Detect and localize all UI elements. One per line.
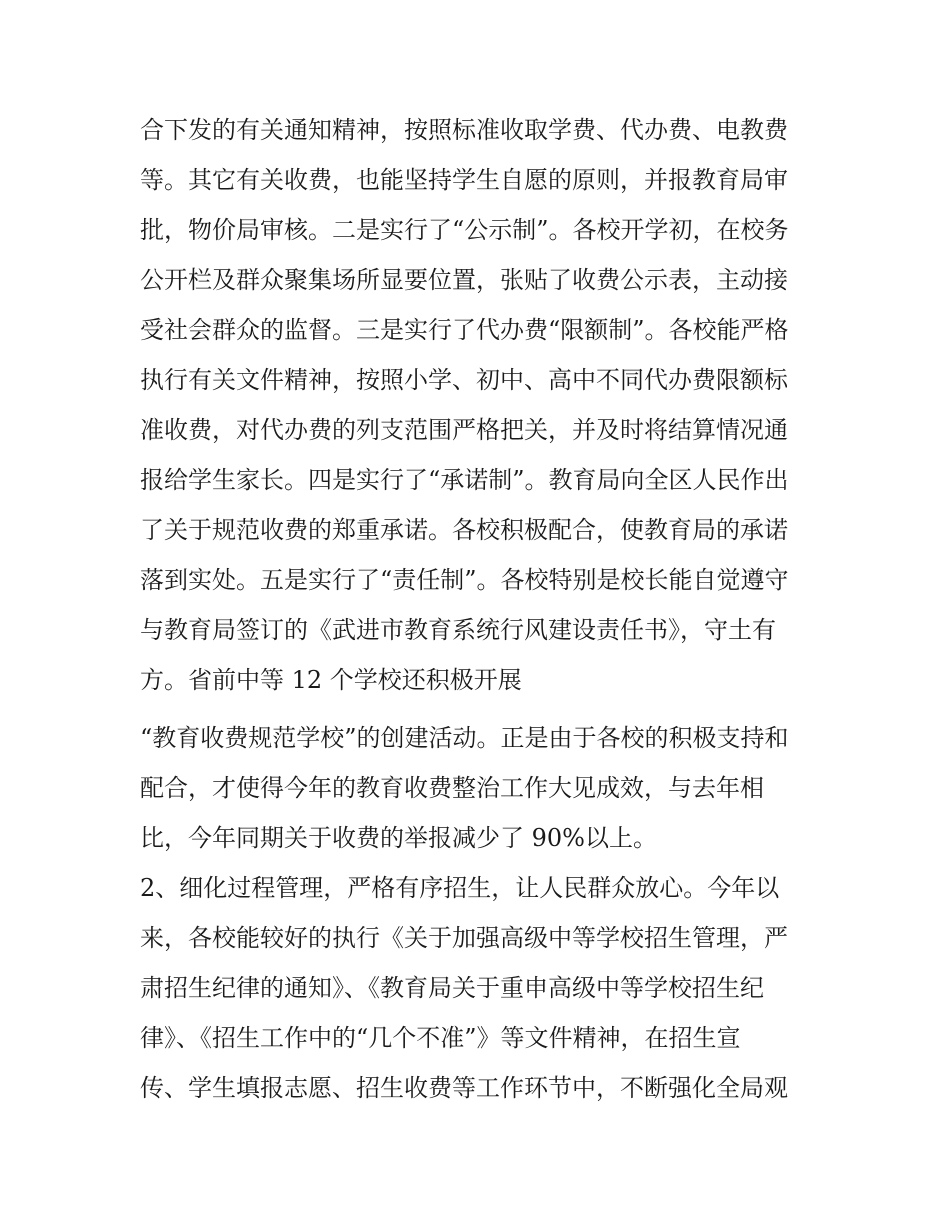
text-line: 与教育局签订的《武进市教育系统行风建设责任书》，守土有 (140, 616, 776, 644)
text-line: 执行有关文件精神，按照小学、初中、高中不同代办费限额标 (140, 366, 788, 394)
text-line: 公开栏及群众聚集场所显要位置，张贴了收费公示表，主动接 (140, 266, 788, 294)
text-line: 律》、《招生工作中的“几个不准”》等文件精神，在招生宣 (140, 1024, 741, 1052)
text-line: 方。省前中等 12 个学校还积极开展 (140, 666, 522, 694)
text-line: 受社会群众的监督。三是实行了代办费“限额制”。各校能严格 (140, 316, 789, 344)
text-line: 配合，才使得今年的教育收费整治工作大见成效，与去年相 (140, 774, 764, 802)
text-line: 合下发的有关通知精神，按照标准收取学费、代办费、电教费 (140, 116, 788, 144)
text-line: 准收费，对代办费的列支范围严格把关，并及时将结算情况通 (140, 416, 788, 444)
text-line: 比，今年同期关于收费的举报减少了 90%以上。 (140, 824, 657, 852)
text-line: 2、细化过程管理，严格有序招生，让人民群众放心。今年以 (140, 874, 780, 902)
text-line: 落到实处。五是实行了“责任制”。各校特别是校长能自觉遵守 (140, 566, 789, 594)
text-line: 批，物价局审核。二是实行了“公示制”。各校开学初，在校务 (140, 216, 789, 244)
text-line: 传、学生填报志愿、招生收费等工作环节中，不断强化全局观 (140, 1074, 788, 1102)
text-line: 来，各校能较好的执行《关于加强高级中等学校招生管理，严 (140, 924, 788, 952)
text-line: “教育收费规范学校”的创建活动。正是由于各校的积极支持和 (140, 724, 789, 752)
text-line: 等。其它有关收费，也能坚持学生自愿的原则，并报教育局审 (140, 166, 788, 194)
text-line: 了关于规范收费的郑重承诺。各校积极配合，使教育局的承诺 (140, 516, 788, 544)
text-line: 肃招生纪律的通知》、《教育局关于重申高级中等学校招生纪 (140, 974, 764, 1002)
text-line: 报给学生家长。四是实行了“承诺制”。教育局向全区人民作出 (140, 466, 789, 494)
